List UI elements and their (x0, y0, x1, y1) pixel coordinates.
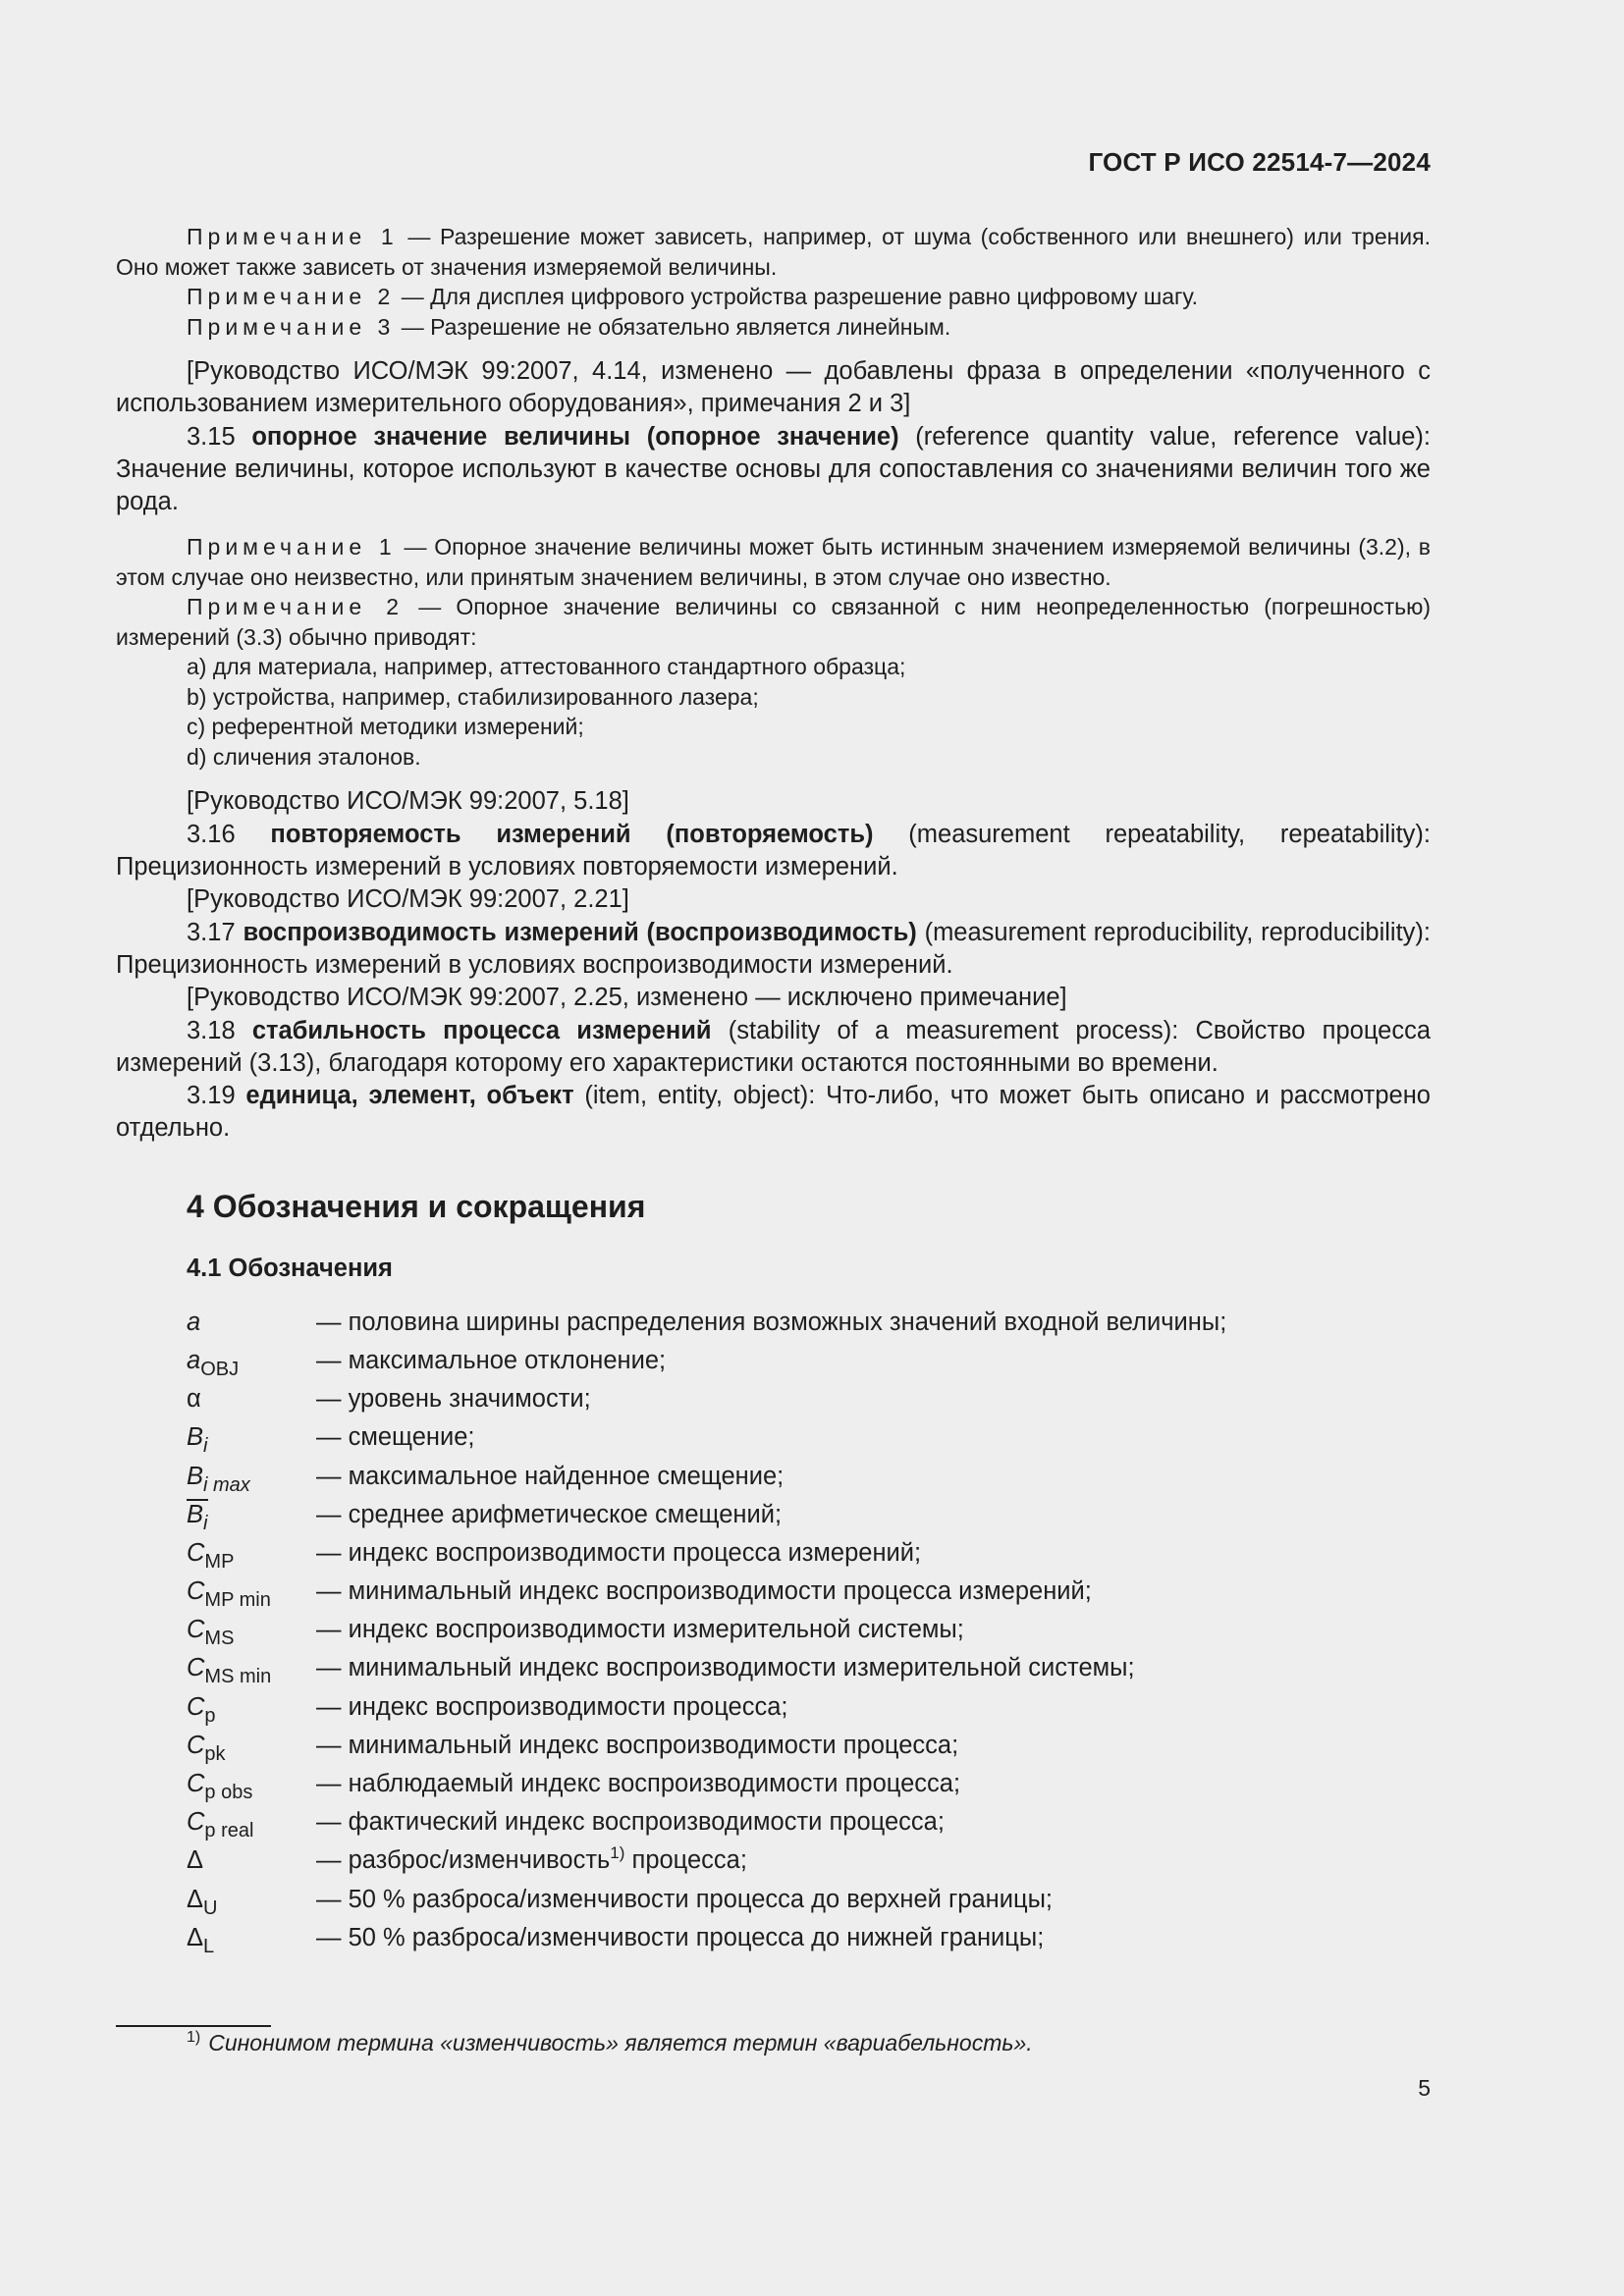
symbol (116, 1461, 316, 1496)
note-text: — Для дисплея цифрового устройства разрешение равно цифровому шагу. (395, 284, 1199, 309)
symbol-definition: — 50 % разброса/изменчивости процесса до верхней границы; (316, 1885, 1053, 1913)
symbol (116, 1844, 316, 1876)
term-name: стабильность процесса измерений (251, 1016, 712, 1044)
symbol-subscript: p real (204, 1820, 254, 1842)
symbol-definition (316, 1844, 747, 1876)
symbol-subscript: i max (203, 1473, 250, 1496)
symbol-definition: — минимальный индекс воспроизводимости процесса; (316, 1731, 959, 1759)
symbol (116, 1806, 316, 1842)
symbol-subscript: pk (204, 1742, 226, 1765)
symbol (116, 1768, 316, 1803)
symbol-base: C (187, 1808, 205, 1837)
symbol-subscript: p (204, 1704, 216, 1727)
symbol-subscript: MS min (204, 1666, 272, 1688)
symbol (116, 1345, 316, 1380)
note-reference-value-2 (116, 592, 1431, 652)
symbol-row (116, 1383, 1431, 1421)
note-reference-value-1 (116, 532, 1431, 592)
symbol-row (116, 1499, 1431, 1537)
reference-2-21: [Руководство ИСО/МЭК 99:2007, 2.21] (187, 885, 629, 914)
symbol-base: a (187, 1308, 201, 1336)
subsection-title: 4.1 Обозначения (187, 1254, 393, 1282)
symbol (116, 1421, 316, 1458)
symbol (116, 1730, 316, 1765)
symbol-definition: — среднее арифметическое смещений; (316, 1500, 783, 1528)
symbol-base: C (187, 1616, 205, 1644)
symbol-definition: — 50 % разброса/изменчивости процесса до нижней границы; (316, 1923, 1045, 1951)
symbol-row (116, 1345, 1431, 1383)
symbol (116, 1922, 316, 1957)
symbol-base: B (187, 1423, 204, 1452)
symbol-definition: — индекс воспроизводимости процесса измерений; (316, 1538, 922, 1567)
note-label: Примечание 1 (187, 224, 399, 249)
term-definition: (measurement reproducibility, reproducibility): Прецизионность измерений в условиях воспроизводимости измерений. (116, 918, 1431, 979)
term-number: 3.17 (187, 918, 244, 946)
symbol-definition: — уровень значимости; (316, 1385, 591, 1414)
symbols-list (116, 1307, 1431, 1960)
footnote-ref[interactable]: 1) (610, 1843, 625, 1863)
term-number: 3.16 (187, 820, 271, 848)
list-item: b) устройства, например, стабилизированного лазера; (187, 683, 759, 710)
symbol-row (116, 1768, 1431, 1806)
symbol-definition: — максимальное найденное смещение; (316, 1462, 785, 1490)
term-name: единица, элемент, объект (245, 1082, 574, 1110)
symbol-row (116, 1922, 1431, 1960)
reference-2-25: [Руководство ИСО/МЭК 99:2007, 2.25, изменено — исключено примечание] (187, 984, 1067, 1012)
symbol (116, 1691, 316, 1727)
note-resolution-1 (116, 222, 1431, 282)
term-definition: (stability of a measurement process): Свойство процесса измерений (3.13), благодаря которому его характеристики остаются постоянными во времени. (116, 1016, 1431, 1077)
symbol-subscript: i (203, 1435, 208, 1458)
note-text: — Разрешение не обязательно является линейным. (395, 313, 951, 340)
footnote-divider (116, 2025, 271, 2027)
symbol-subscript: MS (204, 1628, 235, 1650)
term-number: 3.18 (187, 1016, 252, 1044)
symbol-base: B (187, 1462, 204, 1490)
symbol (116, 1383, 316, 1415)
symbol-definition: — максимальное отклонение; (316, 1346, 667, 1374)
symbol-subscript: L (203, 1935, 215, 1957)
symbol-definition: — индекс воспроизводимости измерительной системы; (316, 1616, 964, 1644)
term-3-19 (116, 1080, 1431, 1146)
term-3-18 (116, 1015, 1431, 1081)
symbol-base: C (187, 1692, 205, 1721)
note-text: — Опорное значение величины со связанной с ним неопределенностью (погрешностью) измерений (3.3) обычно приводят: (116, 594, 1431, 650)
note-label: Примечание 1 (187, 534, 397, 561)
symbol-base: C (187, 1770, 205, 1797)
symbol-subscript: OBJ (200, 1358, 240, 1380)
symbol-subscript: p obs (204, 1782, 253, 1803)
footnote-text: Синонимом термина «изменчивость» является термин «вариабельность». (208, 2030, 1033, 2056)
symbol-base: C (187, 1654, 205, 1682)
symbol-base: C (187, 1731, 205, 1759)
term-3-17 (116, 917, 1431, 983)
term-3-16 (116, 819, 1431, 884)
symbol-base: C (187, 1538, 205, 1567)
symbol (116, 1307, 316, 1338)
symbol-row (116, 1730, 1431, 1768)
note-text: — Опорное значение величины может быть истинным значением измеряемой величины (3.2), в этом случае оно неизвестно, или принятым значением величины, в этом случае оно известно. (116, 534, 1431, 590)
symbol-base: C (187, 1577, 205, 1606)
note-label: Примечание 2 (187, 284, 396, 309)
definition-tail: процесса; (624, 1846, 747, 1875)
symbol-row (116, 1614, 1431, 1652)
note-resolution-3 (116, 312, 1431, 343)
symbol-definition: — минимальный индекс воспроизводимости процесса измерений; (316, 1577, 1092, 1606)
symbol-definition: — смещение; (316, 1423, 475, 1452)
note-resolution-2 (116, 282, 1431, 312)
term-name: воспроизводимость измерений (воспроизводимость) (243, 918, 917, 946)
term-definition: (item, entity, object): Что-либо, что может быть описано и рассмотрено отдельно. (116, 1082, 1431, 1143)
symbol-row (116, 1652, 1431, 1690)
symbol-row (116, 1421, 1431, 1460)
symbol-base: Δ (187, 1846, 204, 1875)
page-number: 5 (1418, 2075, 1431, 2101)
term-name: повторяемость измерений (повторяемость) (270, 820, 874, 848)
term-number: 3.19 (187, 1082, 246, 1110)
symbol-row (116, 1691, 1431, 1730)
section-title: 4 Обозначения и сокращения (187, 1188, 646, 1224)
symbol-definition: — минимальный индекс воспроизводимости измерительной системы; (316, 1654, 1135, 1682)
reference-5-18: [Руководство ИСО/МЭК 99:2007, 5.18] (187, 787, 629, 816)
symbol-definition: — индекс воспроизводимости процесса; (316, 1692, 788, 1721)
symbol-base: α (187, 1385, 201, 1414)
list-item: d) сличения эталонов. (187, 743, 421, 770)
symbol (116, 1575, 316, 1612)
symbol-subscript: MP (204, 1550, 235, 1573)
symbol-row (116, 1844, 1431, 1883)
symbol-base: Δ (187, 1923, 204, 1951)
reference-4-14: [Руководство ИСО/МЭК 99:2007, 4.14, изменено — добавлены фраза в определении «полученного с использованием измерительного оборудования», примечания 2 и 3] (116, 357, 1431, 418)
note-label: Примечание 2 (187, 594, 405, 620)
symbol (116, 1537, 316, 1573)
symbol-definition: — половина ширины распределения возможных значений входной величины; (316, 1308, 1227, 1336)
symbol-row (116, 1537, 1431, 1575)
list-item: а) для материала, например, аттестованного стандартного образца; (187, 654, 906, 680)
symbol-base: a (187, 1346, 201, 1374)
footnote (187, 2030, 1033, 2056)
overline-mark (187, 1499, 208, 1501)
symbol-base: Δ (187, 1885, 204, 1913)
symbol-base: B (187, 1500, 204, 1528)
document-header: ГОСТ Р ИСО 22514-7—2024 (1088, 147, 1431, 177)
symbol-row (116, 1461, 1431, 1499)
symbol-subscript: i (203, 1512, 208, 1534)
symbol-row (116, 1307, 1431, 1345)
note-label: Примечание 3 (187, 313, 396, 340)
symbol-subscript: MP min (204, 1589, 271, 1612)
term-name: опорное значение величины (опорное значение) (251, 422, 899, 451)
term-3-15 (116, 421, 1431, 519)
term-definition: (measurement repeatability, repeatability): Прецизионность измерений в условиях повторяемости измерений. (116, 820, 1431, 881)
footnote-marker: 1) (187, 2029, 201, 2046)
term-definition: (reference quantity value, reference value): Значение величины, которое используют в качестве основы для сопоставления со значениями величин того же рода. (116, 422, 1432, 516)
list-item: c) референтной методики измерений; (187, 714, 584, 740)
symbol-definition: — наблюдаемый индекс воспроизводимости процесса; (316, 1770, 961, 1797)
definition-text: — разброс/изменчивость (316, 1846, 611, 1875)
symbol-row (116, 1575, 1431, 1614)
symbol (116, 1499, 316, 1534)
term-number: 3.15 (187, 422, 252, 451)
symbol (116, 1652, 316, 1688)
symbol-subscript: U (203, 1896, 218, 1919)
symbol (116, 1884, 316, 1919)
symbol-row (116, 1884, 1431, 1922)
note-text: — Разрешение может зависеть, например, от шума (собственного или внешнего) или трения. Оно может также зависеть от значения измеряемой величины. (116, 224, 1432, 280)
symbol-definition: — фактический индекс воспроизводимости процесса; (316, 1808, 945, 1837)
symbol (116, 1614, 316, 1650)
page-content (116, 222, 1431, 1960)
symbol-row (116, 1806, 1431, 1844)
